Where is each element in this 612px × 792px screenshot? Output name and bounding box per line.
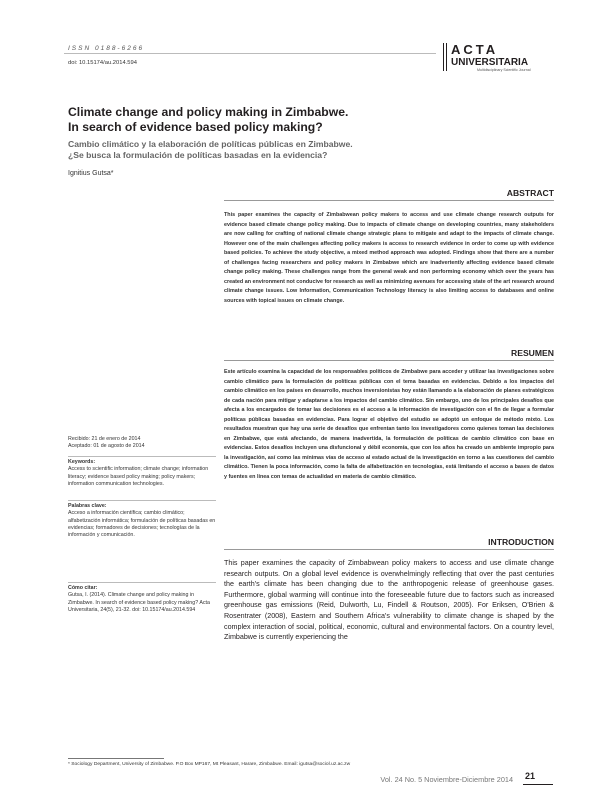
title-line-1: Climate change and policy making in Zimbabwe. — [68, 105, 349, 119]
subtitle-line-2: ¿Se busca la formulación de políticas basadas en la evidencia? — [68, 150, 328, 160]
palabras-clave-label: Palabras clave: — [68, 503, 107, 509]
keywords-block — [68, 459, 218, 488]
keywords-text: Access to scientific information; climate change; information literacy; evidence based policy making; policy makers; information communication technologies. — [68, 466, 209, 487]
article-subtitle — [68, 139, 508, 161]
sidebar-divider — [68, 582, 216, 583]
title-line-2: In search of evidence based policy making? — [68, 120, 323, 134]
footnote-divider — [68, 758, 164, 759]
resumen-divider — [224, 360, 554, 361]
journal-logo-graphic — [443, 41, 553, 74]
abstract-divider — [224, 200, 554, 201]
palabras-clave-block — [68, 503, 218, 539]
page-number: 21 — [525, 771, 536, 781]
logo-line1: ACTA — [451, 42, 499, 57]
header-divider — [64, 53, 436, 54]
logo-line2: UNIVERSITARIA — [451, 57, 529, 68]
introduction-divider — [224, 549, 554, 550]
doi: doi: 10.15174/au.2014.594 — [68, 60, 137, 66]
author: Ignitius Gutsa* — [68, 170, 114, 177]
issue-info: Vol. 24 No. 5 Noviembre-Diciembre 2014 — [380, 775, 513, 784]
article-title — [68, 105, 508, 135]
resumen-text: Este artículo examina la capacidad de los responsables políticos de Zimbabwe para acceder y utilizar las investigaciones sobre cambio climático para la formulación de políticas públicas con el tema basadas en evidencias. Debido a los impactos del cambio climático en los países en desarrollo, muchos inversionistas hoy están llamando a la elaboración de planes estratégicos de cada nación para mitigar y adaptarse a los impactos del cambio climático. Sin embargo, uno de los principales desafíos que afecta a los encargados de tomar las decisiones es el acceso a la información de investigación con el fin de llegar a formular políticas públicas basadas en evidencias. Para lograr el objetivo del estudio se adoptó un enfoque de método mixto. Los resultados muestran que hay una serie de desafíos que enfrentan tanto los investigadores como quienes toman las decisiones en Zimbabwe, que está afectando, de manera inadvertida, la formulación de políticas de cambio climático con base en evidencias. Estos desafíos incluyen una disfuncional y débil economía, que con los años ha creado un ambiente impropio para la investigación, así como las mínimas vías de acceso al estado actual de la investigación en torno a las cuestiones del cambio climático. Tienen la poca información, como la falta de alfabetización en tecnologías, está limitando el acceso a bases de datos y fuentes en línea con temas de actualidad en materia de cambio climático. — [224, 369, 554, 481]
palabras-clave-text: Acceso a información científica; cambio climático; alfabetización informática; formulación de políticas basadas en evidencias; formadores de decisiones; tecnologías de la información y comunicación. — [68, 510, 216, 539]
sidebar-divider — [68, 500, 216, 501]
logo-tagline: Multidisciplinary Scientific Journal — [477, 68, 531, 72]
subtitle-line-1: Cambio climático y la elaboración de políticas públicas en Zimbabwe. — [68, 139, 353, 149]
resumen-heading: RESUMEN — [511, 348, 554, 358]
journal-logo — [443, 41, 553, 74]
citation-text: Gutsa, I. (2014). Climate change and policy making in Zimbabwe. In search of evidence based policy making? Acta Universitaria, 24(5), 21-32. doi: 10.15174/au.2014.594 — [68, 592, 210, 613]
introduction-heading: INTRODUCTION — [488, 537, 554, 547]
page-number-underline — [523, 784, 553, 785]
citation-label: Cómo citar: — [68, 585, 98, 591]
author-affiliation-footnote: * Sociology Department, University of Zimbabwe. P.O Box MP167, Mt Pleasant, Harare, Zimbabwe. Email: igutsa@sociol.uz.ac.zw — [68, 762, 351, 767]
abstract-text: This paper examines the capacity of Zimbabwean policy makers to access and use climate change research outputs for evidence based climate change policy making. Due to impacts of climate change on developing countries, many stakeholders are now calling for crafting of national climate change strategic plans to mitigate and adapt to the impacts of climate change. However one of the main challenges affecting policy makers is access to research evidence in order to come up with evidence based policies. To achieve the study objective, a mixed method approach was adopted. Findings show that there are a number of challenges facing researchers and policy makers in Zimbabwe which are inadvertently affecting evidence based climate change policy making. These challenges range from the general weak and non performing economy which over the years has created an environment not conducive for research as well as minimizing avenues for accessing state of the art research around climate change issues. Low Information, Communication Technology literacy is also limiting access to databases and online sources with topical issues on climate change. — [224, 212, 554, 304]
received-date: Recibido: 21 de enero de 2014 — [68, 436, 141, 442]
keywords-label: Keywords: — [68, 459, 96, 465]
abstract-heading: ABSTRACT — [506, 188, 554, 198]
citation-block — [68, 585, 218, 614]
introduction-text: This paper examines the capacity of Zimbabwean policy makers to access and use climate change research outputs. On a global level evidence is overwhelmingly reflecting that over the past centuries the earth's climate has been changing due to the anthropogenic release of greenhouse gases. Furthermore, global warming will continue into the foreseeable future due to factors such as increased greenhouse gas emissions (Reid, Dulworth, Lu, Findell & Routson, 2005). For Eriksen, O'Brien & Rosentrater (2008), Eastern and Southern Africa's vulnerability to climate change is shaped by the complex interaction of social, political, economic, cultural and environmental factors. On a country level, Zimbabwe is currently experiencing the — [224, 559, 554, 642]
sidebar-divider — [68, 456, 216, 457]
issn: ISSN 0188-6266 — [68, 45, 145, 52]
accepted-date: Aceptado: 01 de agosto de 2014 — [68, 443, 145, 449]
